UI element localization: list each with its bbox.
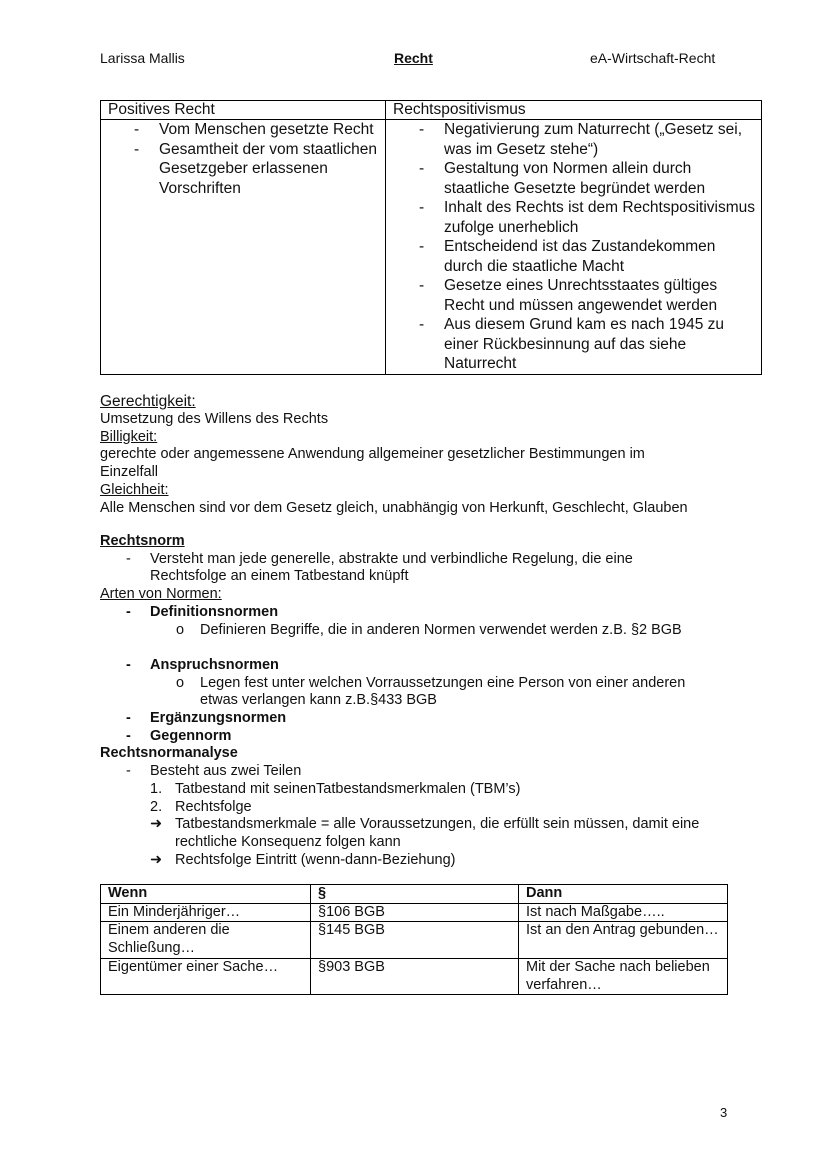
table-row bbox=[101, 958, 728, 994]
table-row bbox=[101, 903, 728, 922]
anspruchsnormen-text: Legen fest unter welchen Vorraussetzungen eine Person von einer anderen etwas verlangen kann z.B.§433 BGB bbox=[200, 674, 686, 709]
gerechtigkeit-text: Umsetzung des Willens des Rechts bbox=[100, 411, 329, 427]
billigkeit-text: gerechte oder angemessene Anwendung allgemeiner gesetzlicher Bestimmungen im Einzelfall bbox=[100, 446, 645, 481]
dash-bullet: - bbox=[126, 710, 131, 727]
wenn-dann-table bbox=[100, 884, 728, 995]
analyse-title: Rechtsnormanalyse bbox=[100, 745, 238, 762]
analyse-arrow2-text: Rechtsfolge Eintritt (wenn-dann-Beziehung) bbox=[175, 851, 456, 868]
table-cell: Einem anderen die Schließung… bbox=[101, 922, 311, 958]
page-number: 3 bbox=[720, 1105, 728, 1120]
anspruchsnormen-item bbox=[100, 657, 740, 675]
table-cell: §903 BGB bbox=[311, 958, 519, 994]
list-item: - Entscheidend ist das Zustandekommen durch die staatliche Macht bbox=[393, 237, 757, 276]
col-rechtspositivismus bbox=[386, 120, 762, 375]
anspruchsnormen-sub bbox=[100, 675, 725, 710]
definitions-section bbox=[100, 392, 740, 517]
analyse-arrow-2 bbox=[100, 852, 740, 870]
circle-bullet: o bbox=[176, 621, 185, 638]
list-item: - Vom Menschen gesetzte Recht bbox=[108, 120, 381, 140]
analyse-n1-text: Tatbestand mit seinenTatbestandsmerkmalen (TBM’s) bbox=[175, 780, 521, 797]
arrow-right-icon: ➜ bbox=[150, 851, 163, 868]
arrow-right-icon: ➜ bbox=[150, 816, 163, 833]
dash-bullet: - bbox=[126, 727, 131, 744]
table-cell: Ist an den Antrag gebunden… bbox=[519, 922, 728, 958]
analyse-item bbox=[100, 763, 740, 781]
dash-bullet: - bbox=[126, 656, 131, 673]
analyse-item-text: Besteht aus zwei Teilen bbox=[150, 763, 302, 780]
table-row bbox=[101, 922, 728, 958]
number-marker: 1. bbox=[150, 780, 163, 797]
arten-title: Arten von Normen: bbox=[100, 586, 222, 603]
wenn-dann-header bbox=[101, 885, 728, 904]
gegennorm-item bbox=[100, 728, 740, 746]
definitionsnormen-text: Definieren Begriffe, die in anderen Normen verwendet werden z.B. §2 BGB bbox=[200, 621, 682, 638]
wenn-header: Wenn bbox=[101, 885, 311, 904]
ergaenzungsnormen-item bbox=[100, 710, 740, 728]
analyse-numbered-2 bbox=[100, 799, 740, 817]
list-item: - Inhalt des Rechts ist dem Rechtspositivismus zufolge unerheblich bbox=[393, 198, 757, 237]
col-rechtspositivismus-title: Rechtspositivismus bbox=[386, 101, 762, 120]
dann-header: Dann bbox=[519, 885, 728, 904]
gegennorm-title: Gegennorm bbox=[150, 727, 232, 744]
header-subject: Recht bbox=[394, 50, 433, 66]
definitionsnormen-sub bbox=[100, 622, 740, 640]
anspruchsnormen-title: Anspruchsnormen bbox=[150, 656, 279, 673]
analyse-arrow1-text: Tatbestandsmerkmale = alle Voraussetzungen, die erfüllt sein müssen, damit eine rechtliche Konsequenz folgen kann bbox=[175, 816, 700, 850]
rechtsnorm-section bbox=[100, 533, 740, 869]
definitionsnormen-title: Definitionsnormen bbox=[150, 603, 279, 620]
analyse-arrow-1 bbox=[100, 816, 715, 851]
dash-bullet: - bbox=[126, 550, 131, 567]
table-cell: Eigentümer einer Sache… bbox=[101, 958, 311, 994]
gleichheit-title: Gleichheit: bbox=[100, 481, 169, 498]
col-positives-recht-title: Positives Recht bbox=[101, 101, 386, 120]
number-marker: 2. bbox=[150, 798, 163, 815]
list-item: - Gestaltung von Normen allein durch staatliche Gesetzte begründet werden bbox=[393, 159, 757, 198]
table-cell: Ein Minderjähriger… bbox=[101, 903, 311, 922]
table-cell: §145 BGB bbox=[311, 922, 519, 958]
comparison-table-header bbox=[101, 101, 762, 120]
definitionsnormen-item bbox=[100, 604, 740, 622]
billigkeit-title: Billigkeit: bbox=[100, 428, 158, 445]
analyse-n2-text: Rechtsfolge bbox=[175, 798, 252, 815]
rechtsnorm-title: Rechtsnorm bbox=[100, 533, 185, 549]
ergaenzungsnormen-title: Ergänzungsnormen bbox=[150, 710, 287, 727]
header-course: eA-Wirtschaft-Recht bbox=[590, 50, 716, 66]
list-item: - Gesetze eines Unrechtsstaates gültiges Recht und müssen angewendet werden bbox=[393, 276, 757, 315]
header-author: Larissa Mallis bbox=[100, 50, 185, 66]
rechtsnorm-item-text: Versteht man jede generelle, abstrakte und verbindliche Regelung, die eine Rechtsfolge an einem Tatbestand knüpft bbox=[150, 550, 633, 585]
table-cell: Mit der Sache nach belieben verfahren… bbox=[519, 958, 728, 994]
gleichheit-text: Alle Menschen sind vor dem Gesetz gleich, unabhängig von Herkunft, Geschlecht, Glauben bbox=[100, 499, 688, 516]
dash-bullet: - bbox=[126, 763, 131, 780]
col-positives-recht bbox=[101, 120, 386, 375]
analyse-numbered-1 bbox=[100, 781, 740, 799]
dash-bullet: - bbox=[126, 603, 131, 620]
rechtsnorm-item bbox=[100, 551, 680, 586]
table-cell: §106 BGB bbox=[311, 903, 519, 922]
paragraph-header: § bbox=[311, 885, 519, 904]
list-item: - Negativierung zum Naturrecht („Gesetz sei, was im Gesetz stehe“) bbox=[393, 120, 757, 159]
comparison-table bbox=[100, 100, 762, 375]
comparison-table-body bbox=[101, 120, 762, 375]
circle-bullet: o bbox=[176, 674, 185, 691]
list-item: - Gesamtheit der vom staatlichen Gesetzgeber erlassenen Vorschriften bbox=[108, 140, 381, 199]
table-cell: Ist nach Maßgabe….. bbox=[519, 903, 728, 922]
list-item: - Aus diesem Grund kam es nach 1945 zu einer Rückbesinnung auf das siehe Naturrecht bbox=[393, 315, 757, 374]
gerechtigkeit-title: Gerechtigkeit: bbox=[100, 393, 196, 410]
